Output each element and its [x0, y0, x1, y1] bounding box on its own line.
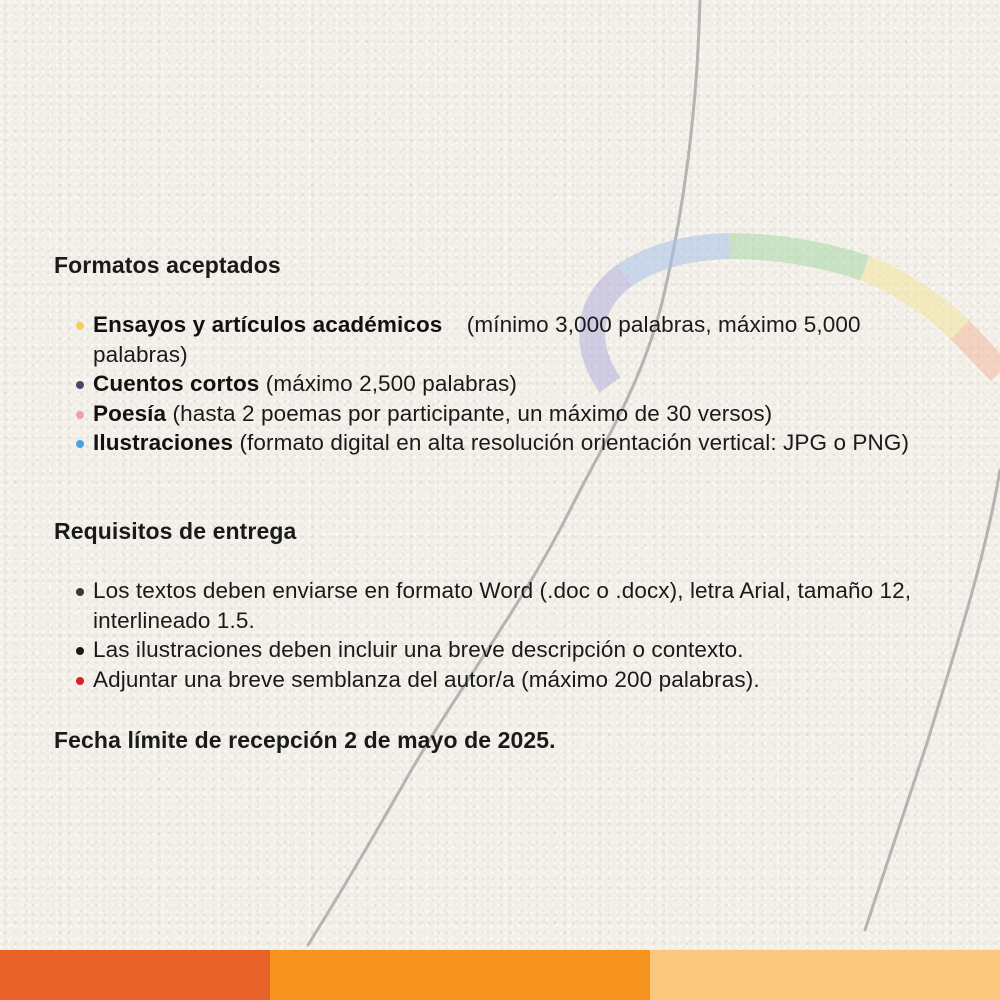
- item-detail: (hasta 2 poemas por participante, un máximo de 30 versos): [172, 400, 773, 426]
- item-label: Cuentos cortos: [93, 371, 260, 396]
- list-item-ensayos: [76, 310, 956, 369]
- pencil-line-main: [308, 0, 700, 945]
- deadline-text: Fecha límite de recepción 2 de mayo de 2025.: [54, 727, 556, 753]
- footer-segment-orange: [270, 950, 650, 1000]
- list-item-semblanza: [76, 665, 956, 695]
- bullet-black: [76, 647, 84, 655]
- list-item-ilustraciones-descripcion: [76, 635, 956, 665]
- formats-list: [76, 310, 956, 458]
- list-item-cuentos: [76, 369, 956, 399]
- item-text: Las ilustraciones deben incluir una breve descripción o contexto.: [93, 637, 744, 662]
- bullet-pink: [76, 411, 84, 419]
- footer-color-bar: [0, 950, 1000, 1000]
- footer-segment-red-orange: [0, 950, 270, 1000]
- pencil-line-right: [865, 470, 1000, 930]
- footer-segment-light-orange: [650, 950, 1000, 1000]
- item-label: Poesía: [93, 400, 167, 426]
- item-label: Ensayos y artículos académicos: [93, 312, 443, 337]
- bullet-yellow: [76, 322, 84, 330]
- bullet-purple: [76, 381, 84, 389]
- item-label: Ilustraciones: [93, 430, 234, 455]
- item-detail: (mínimo 3,000 palabras, máximo 5,000 palabras): [93, 312, 861, 367]
- list-item-ilustraciones: [76, 428, 956, 458]
- pencil-lines: [308, 0, 1000, 945]
- item-detail: (máximo 2,500 palabras): [265, 371, 517, 396]
- requirements-list: [76, 576, 956, 694]
- item-text: Los textos deben enviarse en formato Word (.doc o .docx), letra Arial, tamaño 12, interlineado 1.5.: [93, 578, 912, 633]
- item-detail: (formato digital en alta resolución orientación vertical: JPG o PNG): [239, 430, 910, 455]
- bullet-red: [76, 677, 84, 685]
- heading-requisitos-entrega: Requisitos de entrega: [54, 518, 297, 544]
- list-item-poesia: [76, 399, 956, 429]
- item-text: Adjuntar una breve semblanza del autor/a (máximo 200 palabras).: [93, 666, 760, 692]
- bullet-olive: [76, 588, 84, 596]
- heading-formatos-aceptados: Formatos aceptados: [54, 252, 281, 278]
- bullet-blue: [76, 440, 84, 448]
- list-item-textos: [76, 576, 956, 635]
